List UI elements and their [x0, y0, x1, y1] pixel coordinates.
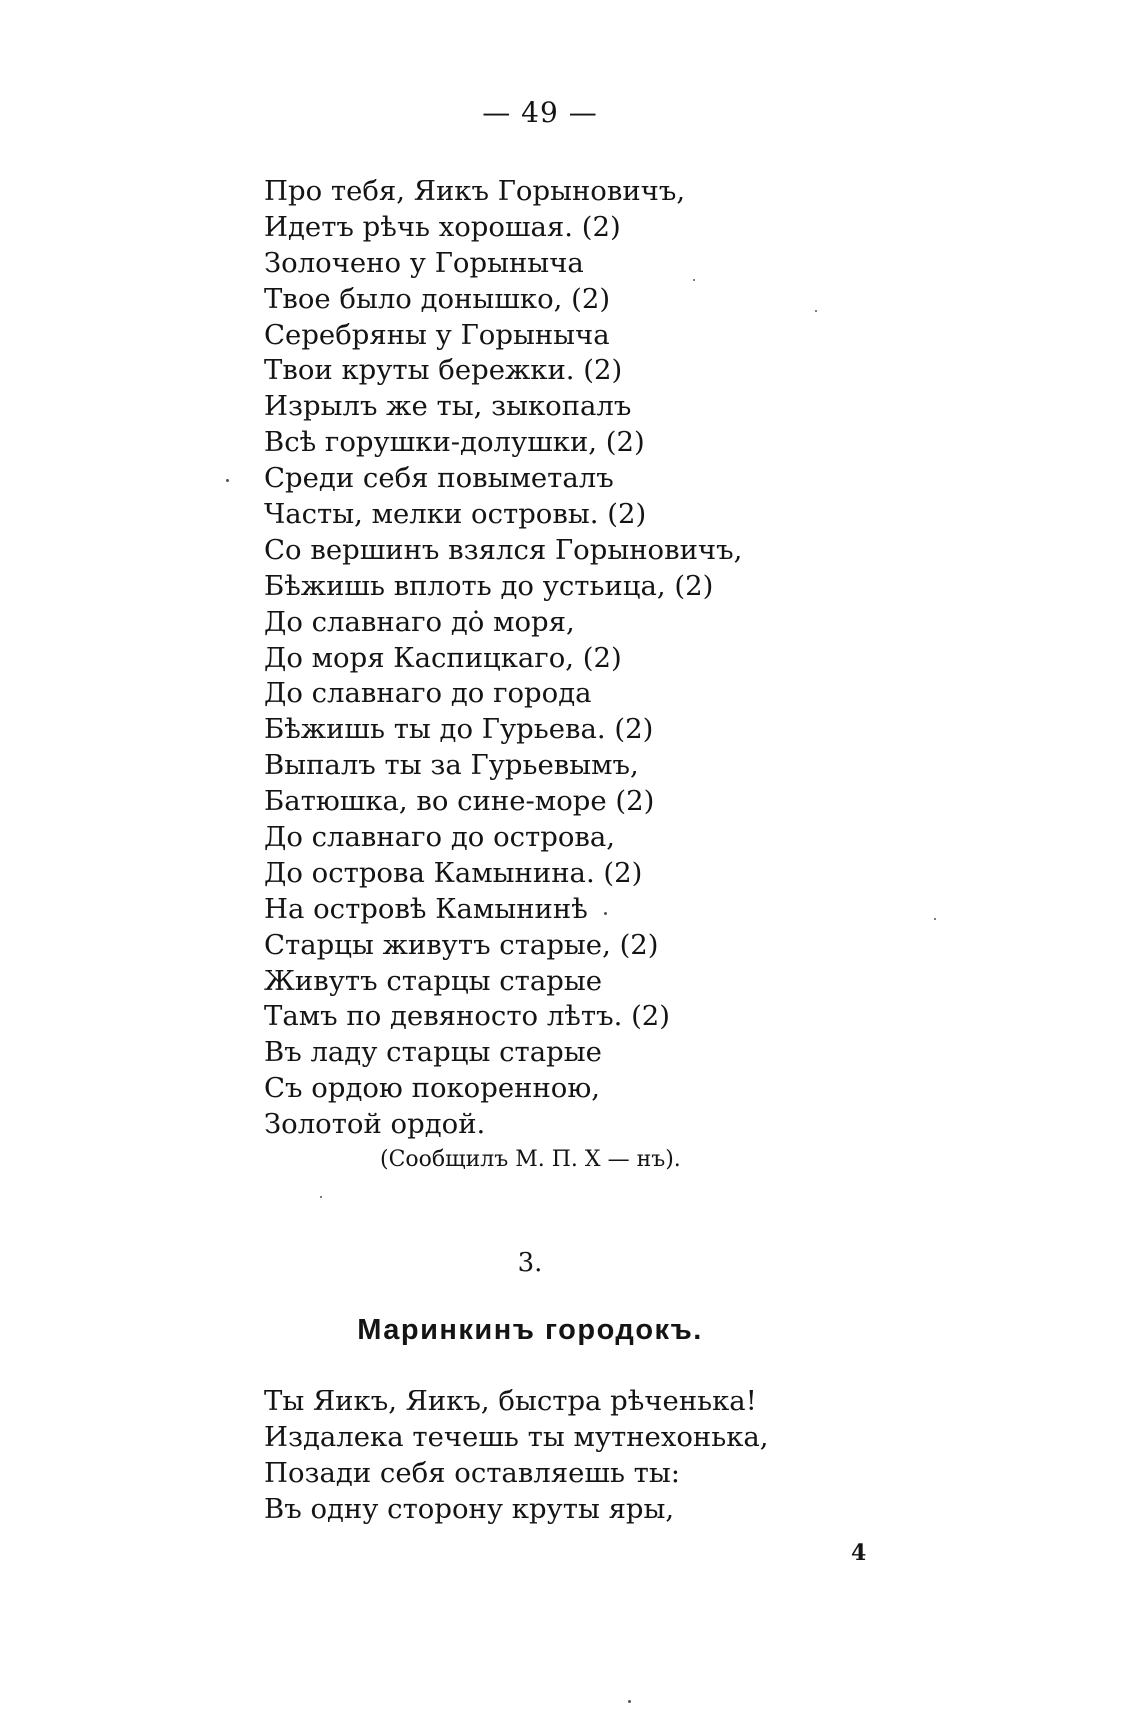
- verse-line: Твои круты бережки. (2): [264, 354, 623, 387]
- poem-attribution: (Сообщилъ М. П. Х — нъ).: [380, 1147, 681, 1172]
- verse-line: До славнаго до острова,: [264, 821, 616, 854]
- verse-line: Живутъ старцы старые: [264, 964, 603, 997]
- verse-line: Бѣжишь вплоть до устьица, (2): [264, 569, 714, 602]
- verse-line: До моря Каспицкаго, (2): [264, 641, 622, 674]
- print-speck: [604, 912, 607, 915]
- verse-line: Позади себя оставляешь ты:: [264, 1456, 681, 1489]
- page-number: — 49 —: [482, 96, 598, 129]
- verse-line: Бѣжишь ты до Гурьева. (2): [264, 713, 654, 746]
- verse-line: Батюшка, во сине-море (2): [264, 785, 655, 818]
- verse-line: Часты, мелки островы. (2): [264, 498, 647, 531]
- section-title: Маринкинъ городокъ.: [357, 1314, 703, 1346]
- printer-signature-mark: 4: [851, 1540, 867, 1566]
- verse-line: Съ ордою покоренною,: [264, 1072, 601, 1105]
- verse-line: Идетъ рѣчь хорошая. (2): [264, 210, 621, 243]
- verse-line: Про тебя, Яикъ Горыновичъ,: [264, 175, 686, 207]
- print-speck: [628, 1700, 631, 1703]
- print-speck: [934, 918, 936, 920]
- verse-line: Золотой ордой.: [264, 1108, 486, 1141]
- verse-line: Тамъ по девяносто лѣтъ. (2): [264, 1000, 671, 1033]
- section-number: 3.: [517, 1248, 543, 1278]
- verse-line: Со вершинъ взялся Горыновичъ,: [264, 533, 743, 566]
- verse-line: Твое было донышко, (2): [264, 282, 611, 315]
- verse-line: Золочено у Горыныча: [264, 246, 584, 279]
- verse-line: До славнаго дȯ моря,: [264, 605, 575, 638]
- verse-line: Старцы живутъ старые, (2): [264, 928, 659, 961]
- verse-line: Изрылъ же ты, зыкопалъ: [264, 390, 632, 423]
- verse-line: Въ одну сторону круты яры,: [264, 1492, 675, 1525]
- print-speck: [693, 279, 695, 281]
- verse-line: Среди себя повыметалъ: [264, 462, 614, 495]
- verse-line: До славнаго до города: [264, 677, 592, 710]
- poem-one-verse: [264, 174, 742, 1143]
- verse-line: До острова Камынина. (2): [264, 856, 643, 889]
- verse-line: Въ ладу старцы старые: [264, 1036, 602, 1069]
- verse-line: Серебряны у Горыныча: [264, 318, 610, 351]
- verse-line: Выпалъ ты за Гурьевымъ,: [264, 749, 639, 782]
- verse-line: На островѣ Камынинѣ: [264, 892, 588, 925]
- print-speck: [320, 1196, 322, 1198]
- verse-line: Всѣ горушки-долушки, (2): [264, 426, 645, 459]
- verse-line: Издалека течешь ты мутнехонька,: [264, 1420, 769, 1453]
- poem-two-verse: [264, 1384, 769, 1528]
- print-speck: [226, 479, 229, 482]
- print-speck: [815, 310, 817, 312]
- verse-line: Ты Яикъ, Яикъ, быстра рѣченька!: [264, 1385, 757, 1417]
